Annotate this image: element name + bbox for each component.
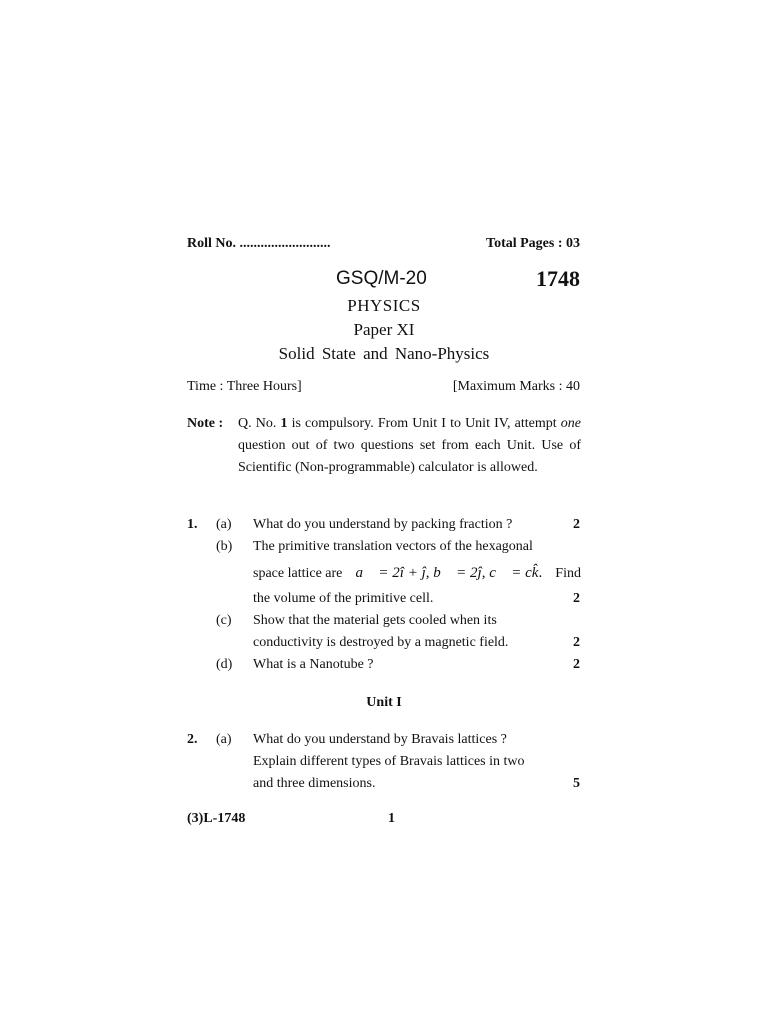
question-1b-suffix: Find (555, 566, 581, 581)
question-1d-label: (d) (216, 657, 233, 672)
question-2a-line-3: and three dimensions. (253, 776, 376, 791)
question-2a-line-2: Explain different types of Bravais lattices in two (253, 754, 525, 769)
question-1b-label: (b) (216, 539, 233, 554)
roll-number: Roll No. .......................... (187, 236, 331, 251)
question-1b-line-3: the volume of the primitive cell. (253, 591, 434, 606)
question-2a-label: (a) (216, 732, 232, 747)
question-1c-label: (c) (216, 613, 232, 628)
question-1d-marks: 2 (573, 657, 580, 672)
question-1a-label: (a) (216, 517, 232, 532)
paper-title: Solid State and Nano-Physics (278, 344, 490, 363)
maximum-marks: [Maximum Marks : 40 (452, 379, 580, 394)
unit-heading: Unit I (366, 695, 402, 710)
time-allowed: Time : Three Hours] (187, 379, 302, 394)
question-1d-text: What is a Nanotube ? (253, 657, 374, 672)
question-1a-text: What do you understand by packing fraction ? (253, 517, 513, 532)
question-1b-marks: 2 (573, 591, 580, 606)
question-1c-marks: 2 (573, 635, 580, 650)
subject-title: PHYSICS (347, 296, 421, 315)
paper-name: Paper XI (353, 320, 415, 339)
footer-code: (3)L-1748 (187, 811, 246, 826)
lattice-vectors-formula: a⃗ = 2î + ĵ, b⃗ = 2ĵ, c⃗ = ck̂. (355, 565, 543, 581)
note-text: Q. No. 1 is compulsory. From Unit I to Unit IV, attempt one question out of two questions set from each Unit. Use of Scientific (Non-programmable) calculator is allowed. (238, 416, 581, 475)
note-label: Note : (187, 416, 224, 431)
question-1c-line-1: Show that the material gets cooled when its (253, 613, 497, 628)
total-pages: Total Pages : 03 (486, 236, 580, 251)
question-1b-prefix: space lattice are (253, 566, 343, 581)
exam-code: GSQ/M-20 (336, 268, 427, 289)
question-1c-line-2: conductivity is destroyed by a magnetic field. (253, 635, 509, 650)
page-number: 1 (388, 811, 395, 826)
question-1a-marks: 2 (573, 517, 580, 532)
question-1b-line-1: The primitive translation vectors of the hexagonal (253, 539, 533, 554)
question-2a-marks: 5 (573, 776, 580, 791)
paper-number: 1748 (536, 266, 580, 291)
question-2-number: 2. (187, 732, 198, 747)
question-2a-line-1: What do you understand by Bravais lattices ? (253, 732, 507, 747)
question-1-number: 1. (187, 517, 198, 532)
question-1b-line-2 (253, 562, 581, 585)
